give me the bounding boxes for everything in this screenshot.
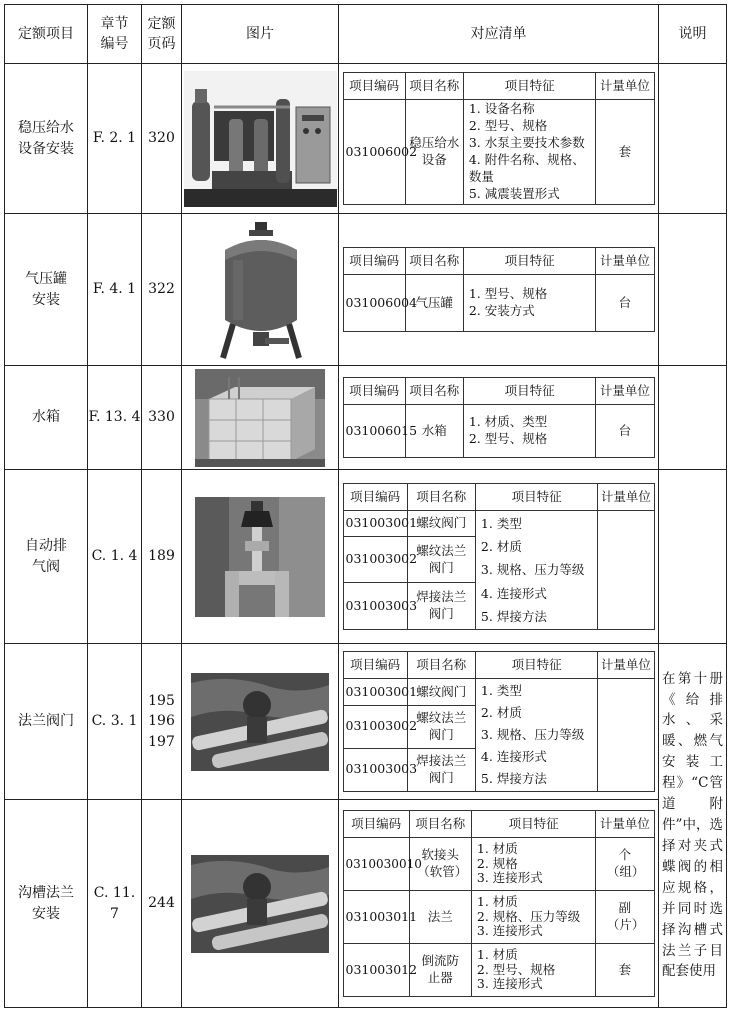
inner-header-feature: 项目特征 xyxy=(463,248,595,275)
row-note xyxy=(659,64,727,214)
row-chapter: F. 2. 1 xyxy=(88,64,142,214)
row-list xyxy=(339,64,659,214)
item-features: 1. 类型 2. 材质 3. 规格、压力等级 4. 连接形式 5. 焊接方法 xyxy=(475,679,597,791)
item-code: 031003003 xyxy=(343,583,407,629)
row-project: 自动排气阀 xyxy=(5,470,88,644)
item-name: 软接头（软管） xyxy=(409,838,471,891)
inner-header-name: 项目名称 xyxy=(407,484,475,511)
row-note xyxy=(659,470,727,644)
header-chapter: 章节编号 xyxy=(88,5,142,64)
row-note xyxy=(659,366,727,470)
row-image xyxy=(182,800,339,1008)
inner-header-feature: 项目特征 xyxy=(475,484,597,511)
item-name: 螺纹法兰阀门 xyxy=(407,536,475,582)
item-code: 031003012 xyxy=(343,944,409,997)
header-project: 定额项目 xyxy=(5,5,88,64)
inner-header-unit: 计量单位 xyxy=(596,248,654,275)
item-features: 1. 材质 2. 规格 3. 连接形式 xyxy=(471,838,595,891)
row-page: 330 xyxy=(142,366,182,470)
water-tank-photo xyxy=(195,369,325,467)
row-page: 189 xyxy=(142,470,182,644)
inner-header-feature: 项目特征 xyxy=(463,378,595,405)
row-image xyxy=(182,366,339,470)
row-note xyxy=(659,214,727,366)
inner-header-unit: 计量单位 xyxy=(596,378,654,405)
item-unit: 台 xyxy=(596,405,654,458)
item-name: 气压罐 xyxy=(405,275,463,332)
groove-flange-photo xyxy=(191,855,329,953)
row-page: 322 xyxy=(142,214,182,366)
row-project: 沟槽法兰安装 xyxy=(5,800,88,1008)
header-list: 对应清单 xyxy=(339,5,659,64)
item-features: 1. 型号、规格 2. 安装方式 xyxy=(463,275,595,332)
row-project: 气压罐安装 xyxy=(5,214,88,366)
row-chapter: C. 11. 7 xyxy=(88,800,142,1008)
inner-header-code: 项目编码 xyxy=(343,378,405,405)
item-code: 031003002 xyxy=(343,705,407,748)
inner-header-unit: 计量单位 xyxy=(596,73,654,100)
inner-header-code: 项目编码 xyxy=(343,248,405,275)
table-row xyxy=(5,644,727,800)
row-list xyxy=(339,800,659,1008)
row-project: 法兰阀门 xyxy=(5,644,88,800)
row-list xyxy=(339,644,659,800)
table-row xyxy=(5,800,727,1008)
item-unit: 个（组） xyxy=(596,838,654,891)
row-page: 195 196 197 xyxy=(142,644,182,800)
item-name: 焊接法兰阀门 xyxy=(407,748,475,791)
note-text: 在第十册《给排水、采暖、燃气安装工程》“C管道附件”中，选择对夹式蝶阀的相应规格，并同时选择沟槽式法兰子目配套使用 xyxy=(662,670,723,980)
list-table xyxy=(343,483,655,630)
list-table xyxy=(343,810,655,997)
inner-header-code: 项目编码 xyxy=(343,484,407,511)
item-name: 水箱 xyxy=(405,405,463,458)
row-project: 水箱 xyxy=(5,366,88,470)
item-code: 0310030010 xyxy=(343,838,409,891)
item-features: 1. 材质、类型 2. 型号、规格 xyxy=(463,405,595,458)
row-project: 稳压给水设备安装 xyxy=(5,64,88,214)
row-list xyxy=(339,366,659,470)
item-unit xyxy=(598,511,654,630)
row-page: 244 xyxy=(142,800,182,1008)
item-name: 螺纹阀门 xyxy=(407,679,475,705)
inner-header-name: 项目名称 xyxy=(405,378,463,405)
row-image xyxy=(182,470,339,644)
row-page: 320 xyxy=(142,64,182,214)
item-name: 倒流防止器 xyxy=(409,944,471,997)
row-image xyxy=(182,64,339,214)
list-table xyxy=(343,72,655,204)
list-table xyxy=(343,651,655,791)
inner-header-code: 项目编码 xyxy=(343,811,409,838)
table-row xyxy=(5,470,727,644)
item-unit: 套 xyxy=(596,944,654,997)
inner-header-unit: 计量单位 xyxy=(596,811,654,838)
flange-valve-photo xyxy=(191,673,329,771)
item-code: 031003011 xyxy=(343,891,409,944)
header-image: 图片 xyxy=(182,5,339,64)
air-valve-photo xyxy=(195,497,325,617)
table-row xyxy=(5,64,727,214)
list-table xyxy=(343,247,655,332)
item-code: 031003003 xyxy=(343,748,407,791)
header-note: 说明 xyxy=(659,5,727,64)
row-list xyxy=(339,470,659,644)
inner-header-unit: 计量单位 xyxy=(598,652,654,679)
item-code: 031006004 xyxy=(343,275,405,332)
item-unit: 套 xyxy=(596,100,654,204)
header-page: 定额页码 xyxy=(142,5,182,64)
inner-header-unit: 计量单位 xyxy=(598,484,654,511)
item-name: 螺纹阀门 xyxy=(407,511,475,537)
inner-header-feature: 项目特征 xyxy=(471,811,595,838)
item-name: 法兰 xyxy=(409,891,471,944)
item-name: 螺纹法兰阀门 xyxy=(407,705,475,748)
quota-table xyxy=(4,4,727,1008)
row-chapter: C. 1. 4 xyxy=(88,470,142,644)
row-image xyxy=(182,214,339,366)
inner-header-feature: 项目特征 xyxy=(463,73,595,100)
row-note xyxy=(659,644,727,1008)
item-name: 稳压给水设备 xyxy=(405,100,463,204)
item-unit: 台 xyxy=(596,275,654,332)
item-unit: 副（片） xyxy=(596,891,654,944)
item-code: 031006002 xyxy=(343,100,405,204)
list-table xyxy=(343,377,655,458)
row-chapter: F. 13. 4 xyxy=(88,366,142,470)
inner-header-feature: 项目特征 xyxy=(475,652,597,679)
table-row xyxy=(5,366,727,470)
item-code: 031003001 xyxy=(343,511,407,537)
inner-header-code: 项目编码 xyxy=(343,652,407,679)
item-code: 031006015 xyxy=(343,405,405,458)
item-code: 031003002 xyxy=(343,536,407,582)
row-image xyxy=(182,644,339,800)
pressure-tank-photo xyxy=(205,220,315,360)
inner-header-name: 项目名称 xyxy=(409,811,471,838)
row-chapter: C. 3. 1 xyxy=(88,644,142,800)
item-features: 1. 设备名称 2. 型号、规格 3. 水泵主要技术参数 4. 附件名称、规格、数量 5. 减震装置形式 xyxy=(463,100,595,204)
item-code: 031003001 xyxy=(343,679,407,705)
item-name: 焊接法兰阀门 xyxy=(407,583,475,629)
inner-header-name: 项目名称 xyxy=(407,652,475,679)
item-features: 1. 材质 2. 规格、压力等级 3. 连接形式 xyxy=(471,891,595,944)
item-unit xyxy=(598,679,654,791)
inner-header-name: 项目名称 xyxy=(405,73,463,100)
inner-header-code: 项目编码 xyxy=(343,73,405,100)
row-list xyxy=(339,214,659,366)
pump-station-photo xyxy=(184,71,337,207)
item-features: 1. 材质 2. 型号、规格 3. 连接形式 xyxy=(471,944,595,997)
row-chapter: F. 4. 1 xyxy=(88,214,142,366)
inner-header-name: 项目名称 xyxy=(405,248,463,275)
item-features: 1. 类型 2. 材质 3. 规格、压力等级 4. 连接形式 5. 焊接方法 xyxy=(475,511,597,630)
table-row xyxy=(5,214,727,366)
